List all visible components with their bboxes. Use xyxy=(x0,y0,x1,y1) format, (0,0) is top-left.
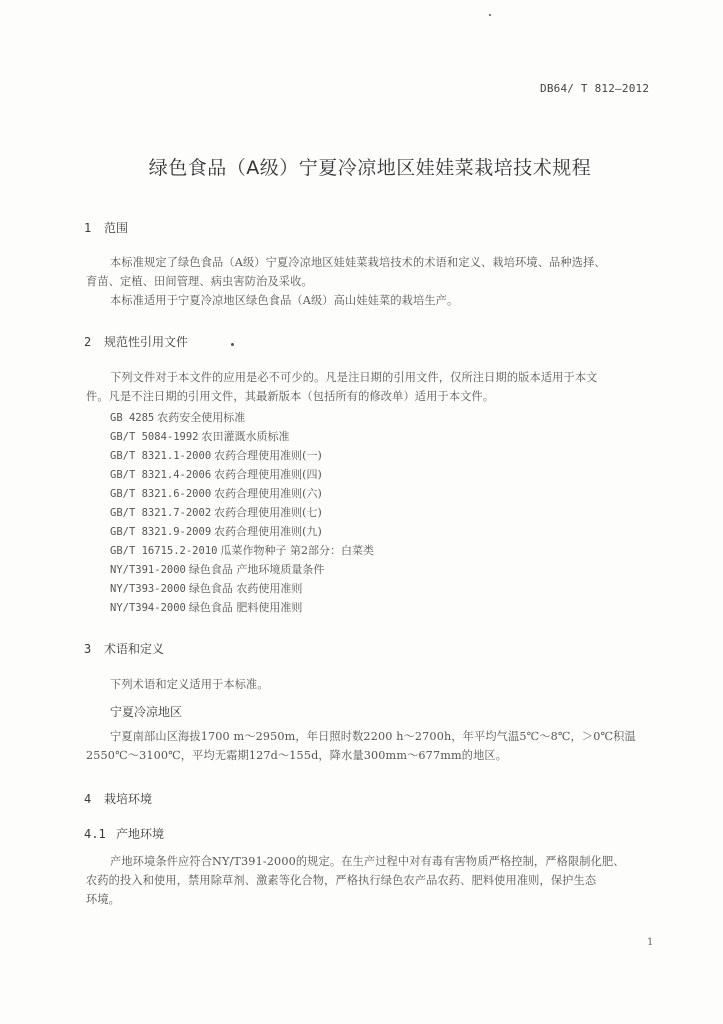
section-number: 4 xyxy=(84,792,92,806)
section-4-heading xyxy=(84,790,152,807)
paragraph-line: 下列文件对于本文件的应用是必不可少的。凡是注日期的引用文件，仅所注日期的版本适用于本文 xyxy=(110,371,598,384)
reference-name: 农药合理使用准则(七) xyxy=(214,506,322,519)
section-3-heading xyxy=(84,640,164,657)
section-number: 3 xyxy=(84,642,92,656)
reference-code: GB/T 8321.1-2000 xyxy=(110,450,212,462)
paragraph-line: 2550℃～3100℃，平均无霜期127d～155d，降水量300mm～677mm的地区。 xyxy=(86,749,508,762)
reference-item xyxy=(110,561,324,577)
section-number: 1 xyxy=(84,221,92,235)
page-number: 1 xyxy=(647,937,654,948)
reference-name: 农药合理使用准则(九) xyxy=(214,525,322,538)
reference-code: GB/T 5084-1992 xyxy=(110,431,199,443)
reference-item xyxy=(110,447,322,463)
reference-item xyxy=(110,542,374,558)
reference-name: 瓜菜作物种子 第2部分：白菜类 xyxy=(220,544,374,557)
paragraph-line: 下列术语和定义适用于本标准。 xyxy=(110,678,269,691)
reference-item xyxy=(110,428,290,444)
section-title: 术语和定义 xyxy=(104,642,165,656)
reference-item xyxy=(110,485,322,501)
reference-name: 绿色食品 肥料使用准则 xyxy=(188,601,303,614)
reference-code: NY/T393-2000 xyxy=(110,583,186,595)
paragraph-line: 本标准规定了绿色食品（A级）宁夏冷凉地区娃娃菜栽培技术的术语和定义、栽培环境、品种选择、 xyxy=(110,256,606,269)
reference-item xyxy=(110,409,245,425)
paragraph-line: 产地环境条件应符合NY/T391-2000的规定。在生产过程中对有毒有害物质严格控制，严格限制化肥、 xyxy=(110,855,625,868)
paragraph-line: 育苗、定植、田间管理、病虫害防治及采收。 xyxy=(86,275,313,288)
reference-item xyxy=(110,599,302,615)
reference-item xyxy=(110,504,322,520)
section-number: 2 xyxy=(84,335,92,349)
section-title: 范围 xyxy=(104,221,129,235)
scan-speck xyxy=(231,343,234,346)
reference-item xyxy=(110,523,322,539)
scan-speck xyxy=(489,14,491,16)
page-title: 绿色食品（A级）宁夏冷凉地区娃娃菜栽培技术规程 xyxy=(148,157,592,179)
reference-code: NY/T391-2000 xyxy=(110,564,186,576)
section-1-heading xyxy=(84,219,128,236)
section-title: 栽培环境 xyxy=(104,792,153,806)
section-title: 规范性引用文件 xyxy=(104,335,189,349)
reference-name: 绿色食品 农药使用准则 xyxy=(188,582,303,595)
reference-code: GB/T 16715.2-2010 xyxy=(110,545,218,557)
reference-item xyxy=(110,466,322,482)
reference-name: 农田灌溉水质标准 xyxy=(201,430,290,443)
reference-item xyxy=(110,580,302,596)
paragraph-line: 环境。 xyxy=(86,893,121,906)
reference-code: GB/T 8321.9-2009 xyxy=(110,526,212,538)
subsection-title: 产地环境 xyxy=(116,827,165,841)
reference-code: GB/T 8321.6-2000 xyxy=(110,488,212,500)
reference-code: GB/T 8321.7-2002 xyxy=(110,507,212,519)
paragraph-line: 本标准适用于宁夏冷凉地区绿色食品（A级）高山娃娃菜的栽培生产。 xyxy=(110,294,459,307)
reference-name: 绿色食品 产地环境质量条件 xyxy=(188,563,325,576)
document-code: DB64/ T 812—2012 xyxy=(540,82,650,95)
paragraph-line: 农药的投入和使用，禁用除草剂、激素等化合物，严格执行绿色农产品农药、肥料使用准则，保护生态 xyxy=(86,874,597,887)
term-heading: 宁夏冷凉地区 xyxy=(110,705,183,719)
paragraph-line: 宁夏南部山区海拔1700 m～2950m，年日照时数2200 h～2700h，年平均气温5℃～8℃，＞0℃积温 xyxy=(110,730,636,743)
subsection-number: 4.1 xyxy=(84,827,106,841)
section-2-heading xyxy=(84,333,188,350)
paragraph-line: 件。凡是不注日期的引用文件，其最新版本（包括所有的修改单）适用于本文件。 xyxy=(86,390,495,403)
reference-code: NY/T394-2000 xyxy=(110,602,186,614)
reference-code: GB 4285 xyxy=(110,412,155,424)
reference-name: 农药合理使用准则(六) xyxy=(214,487,322,500)
reference-name: 农药合理使用准则(四) xyxy=(214,468,322,481)
subsection-4-1-heading xyxy=(84,825,164,842)
reference-name: 农药合理使用准则(一) xyxy=(214,449,322,462)
reference-code: GB/T 8321.4-2006 xyxy=(110,469,212,481)
reference-name: 农药安全使用标准 xyxy=(157,411,246,424)
